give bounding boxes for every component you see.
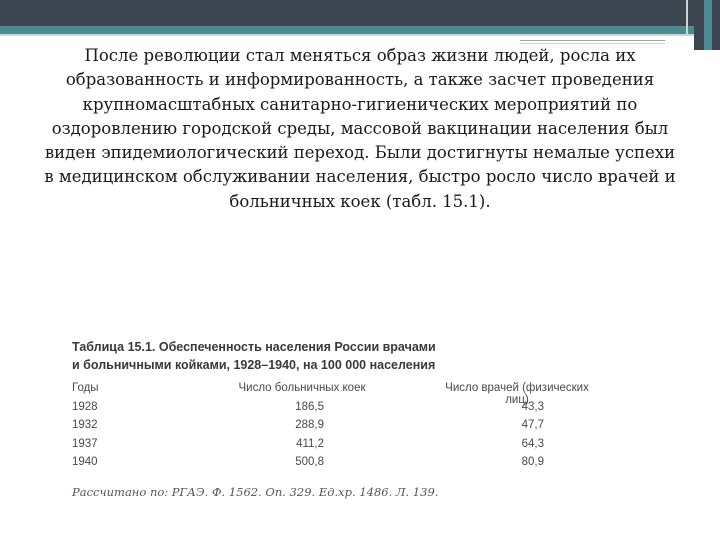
table-caption	[72, 338, 672, 374]
table-row	[72, 456, 672, 475]
cell-doctors: 64,3	[521, 437, 544, 450]
corner-line	[686, 0, 688, 36]
cell-beds: 500,8	[295, 456, 324, 468]
cell-year: 1940	[72, 456, 98, 468]
table-row	[72, 438, 672, 457]
cell-doctors: 47,7	[521, 419, 544, 431]
cell-doctors: 80,9	[521, 456, 544, 468]
table-caption-line1: Таблица 15.1. Обеспеченность населения России врачами	[72, 340, 436, 354]
table-grid	[72, 382, 672, 475]
cell-year: 1937	[72, 437, 98, 450]
table-row	[72, 419, 672, 438]
cell-doctors: 43,3	[521, 400, 544, 413]
table-15-1	[72, 338, 672, 499]
cell-year: 1928	[72, 400, 98, 413]
cell-beds: 288,9	[295, 419, 324, 431]
corner-decoration-teal	[704, 0, 712, 50]
header-year: Годы	[72, 382, 99, 394]
body-paragraph: После революции стал меняться образ жизни людей, росла их образованность и информированность, а также засчет проведения крупномасштабных санитарно-гигиенических мероприятий по оздоровлению городской среды, массовой вакцинации населения был виден эпидемиологический переход. Были достигнуты немалые успехи в медицинском обслуживании населения, быстро росло число врачей и больничных коек (табл. 15.1).	[44, 46, 676, 211]
table-caption-line2: и больничными койками, 1928–1940, на 100 000 населения	[72, 358, 436, 372]
header-bar-teal	[0, 26, 720, 34]
table-source-note: Рассчитано по: РГАЭ. Ф. 1562. Оп. 329. Ед.хр. 1486. Л. 139.	[72, 484, 439, 499]
header-bar-light	[0, 34, 720, 36]
cell-beds: 186,5	[295, 400, 324, 413]
header-bar-dark	[0, 0, 720, 26]
table-header-row	[72, 382, 672, 406]
divider-line	[520, 40, 665, 41]
cell-year: 1932	[72, 419, 98, 431]
cell-beds: 411,2	[296, 437, 324, 450]
table-row	[72, 401, 672, 420]
header-doctors: Число врачей (физических лиц)	[445, 382, 589, 406]
header-beds: Число больничных коек	[238, 382, 366, 394]
